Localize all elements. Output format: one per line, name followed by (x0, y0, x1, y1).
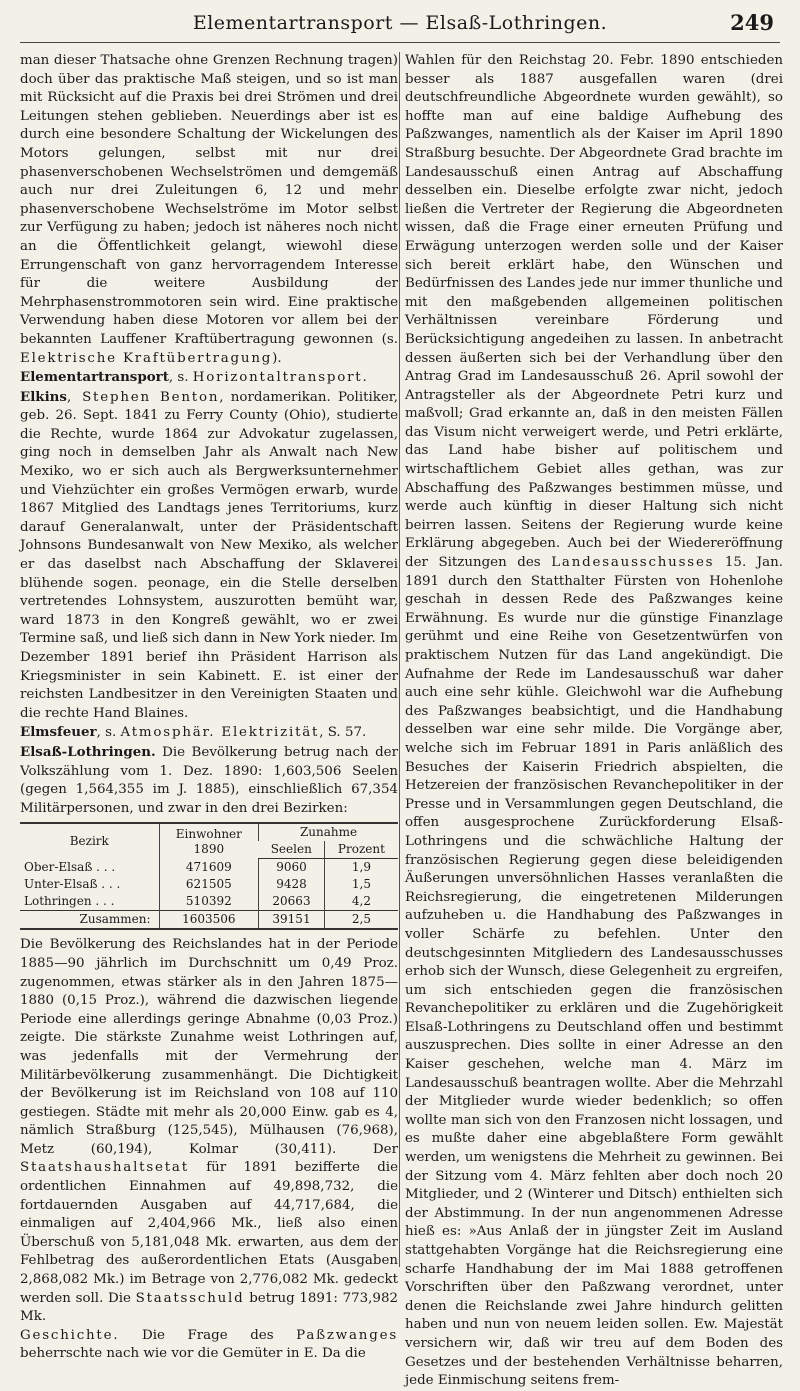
section-term: Landesausschusses (551, 555, 715, 571)
running-title: Elementartransport — Elsaß-Lothringen. (192, 12, 608, 34)
cross-reference: Horizontaltransport (192, 370, 363, 386)
col-header-bezirk: Bezirk (20, 823, 159, 859)
entry-elementartransport: Elementartransport, s. Horizontaltransport. (20, 369, 367, 386)
cross-reference: Atmosphär. Elektrizität (120, 725, 320, 741)
table-row: Lothringen . . . 510392 20663 4,2 (20, 893, 398, 911)
col-header-einwohner: Einwohner 1890 (159, 823, 259, 859)
col-header-prozent: Prozent (324, 841, 398, 859)
paragraph-motors: man dieser Thatsache ohne Grenzen Rechnung tragen) doch über das praktische Maß steigen, und so ist man mit Rücksicht auf die Praxis bei drei Strömen und drei Leitungen stehen geblieben. Neuerdings aber ist es durch eine besondere Schaltung der Wickelungen des Motors gelungen, selbst mit nur drei phasenverschobenen Wechselströmen und demgemäß auch nur drei Zuleitungen 6, 12 und mehr phasenverschobene Wechselströme im Motor selbst zur Verfügung zu haben; jedoch ist näheres noch nicht an die Öffentlichkeit gelangt, wiewohl diese Errungenschaft von ganz hervorragendem Interesse für die weitere Ausbildung der Mehrphasenstrommotoren sein wird. Eine praktische Verwendung haben diese Motoren vor allem bei der bekannten Lauffener Kraftübertragung gewonnen (s. Elektrische Kraftübertragung). (20, 53, 398, 366)
column-divider (399, 52, 400, 1267)
section-term: Staatsschuld (135, 1290, 245, 1306)
population-table (20, 822, 398, 930)
person-name: , Stephen Benton (66, 389, 220, 405)
entry-elsass-lothringen: Elsaß-Lothringen. Die Bevölkerung betrug nach der Volkszählung vom 1. Dez. 1890: 1,603,506 Seelen (gegen 1,564,355 im J. 1885), einschließlich 67,354 Militärpersonen, und zwar in den drei Bezirken: (20, 743, 398, 816)
right-column (405, 52, 784, 1389)
headword: Elsaß-Lothringen. (20, 743, 156, 760)
page-number: 249 (730, 10, 774, 35)
paragraph-geschichte-continued: Wahlen für den Reichstag 20. Febr. 1890 entschieden besser als 1887 ausgefallen waren (drei deutschfreundliche Abgeordnete wurden gewählt), so hoffte man auf eine baldige Aufhebung des Paßzwanges, namentlich als der Kaiser im April 1890 Straßburg besuchte. Der Abgeordnete Grad brachte im Landesausschuß einen Antrag auf Abschaffung desselben ein. Dieselbe erfolgte zwar nicht, jedoch ließen die Vertreter der Regierung die Abgeordneten wissen, daß die Frage einer erneuten Prüfung und Erwägung unterzogen werden solle und der Kaiser sich bereit erklärt habe, den Wünschen und Bedürfnissen des Landes jede nur immer thunliche und mit den maßgebenden allgemeinen politischen Verhältnissen vereinbare Förderung und Berücksichtigung angedeihen zu lassen. In anbetracht dessen äußerten sich bei der Verhandlung über den Antrag Grad im Landesausschuß 26. April sowohl der Antragsteller als der Abgeordnete Petri kurz und maßvoll; Grad erkannte an, daß in den meisten Fällen das Visum nicht verweigert werde, und Petri erklärte, das Land habe bisher auf politischem und wirtschaftlichem Gebiet alles gethan, was zur Abschaffung des Paßzwanges bestimmen müsse, und werde auch künftig in dieser Haltung sich nicht beirren lassen. Seitens der Regierung wurde keine Erklärung abgegeben. Auch bei der Wiedereröffnung der Sitzungen des Landesausschusses 15. Jan. 1891 durch den Statthalter Fürsten von Hohenlohe geschah in dessen Rede des Paßzwanges keine Erwähnung. Es wurde nur die günstige Finanzlage gerühmt und eine Reihe von Gesetzentwürfen von praktischem Nutzen für das Land angekündigt. Die Aufnahme der Rede im Landesausschuß war daher auch eine sehr kühle. Gleichwohl war die Aufhebung des Paßzwanges beabsichtigt, und die Handhabung desselben war eine sehr milde. Die Vorgänge aber, welche sich im Februar 1891 in Paris anläßlich des Besuches der Kaiserin Friedrich abspielten, die Hetzereien der französischen Revanchepolitiker in der Presse und in Versammlungen gegen Deutschland, die offen ausgesprochene Zurückforderung Elsaß-Lothringens und die schwächliche Haltung der französischen Regierung gegen diese beleidigenden Äußerungen unversöhnlichen Hasses veranlaßten die Reichsregierung, die eingetretenen Milderungen aufzuheben u. die Handhabung des Paßzwanges in voller Schärfe zu befehlen. Unter den deutschgesinnten Mitgliedern des Landesausschusses erhob sich der Wunsch, diese Gelegenheit zu ergreifen, um sich entschieden gegen die französischen Revanchepolitiker zu erklären und die Zugehörigkeit Elsaß-Lothringens zu Deutschland offen und bestimmt auszusprechen. Dies sollte in einer Adresse an den Kaiser geschehen, welche man 4. März im Landesausschuß beantragen wollte. Aber die Mehrzahl der Mitglieder wurde wieder bedenklich; so offen wollte man sich von den Franzosen nicht lossagen, und es mußte daher eine abgeblaßtere Form gewählt werden, um wenigstens die Mehrheit zu gewinnen. Bei der Sitzung vom 4. März fehlten aber doch noch 20 Mitglieder, und 2 (Winterer und Ditsch) enthielten sich der Abstimmung. In der nun angenommenen Adresse hieß es: »Aus Anlaß der in jüngster Zeit im Ausland stattgehabten Vorgänge hat die Reichsregierung eine scharfe Handhabung der im Mai 1888 getroffenen Vorschriften über den Paßzwang verordnet, unter denen die Reichslande zwei Jahre hindurch gelitten haben und nun von neuem leiden sollen. Ew. Majestät versichern wir, daß wir treu auf dem Boden des Gesetzes und der bestehenden Verhältnisse beharren, jede Einmischung seitens frem- (405, 53, 784, 1389)
headword: Elementartransport (20, 369, 169, 386)
headword: Elmsfeuer (20, 724, 97, 741)
paragraph-geschichte: Geschichte. Die Frage des Paßzwanges beherrschte nach wie vor die Gemüter in E. Da die (20, 1327, 398, 1362)
section-term: Staatshaushaltsetat (20, 1160, 189, 1176)
paragraph-bevoelkerung: Die Bevölkerung des Reichslandes hat in der Periode 1885—90 jährlich im Durchschnitt um 0,49 Proz. zugenommen, etwas stärker als in den Jahren 1875—1880 (0,15 Proz.), während die dazwischen liegende Periode eine allerdings geringe Abnahme (0,03 Proz.) zeigte. Die stärkste Zunahme weist Lothringen auf, was jedenfalls mit der Vermehrung der Militärbevölkerung zusammenhängt. Die Dichtigkeit der Bevölkerung ist im Reichsland von 108 auf 110 gestiegen. Städte mit mehr als 20,000 Einw. gab es 4, nämlich Straßburg (125,545), Mülhausen (76,968), Metz (60,194), Kolmar (30,411). Der Staatshaushaltsetat für 1891 bezifferte die ordentlichen Einnahmen auf 49,898,732, die fortdauernden Ausgaben auf 44,717,684, die einmaligen auf 2,404,966 Mk., ließ also einen Überschuß von 5,181,048 Mk. erwarten, aus dem der Fehlbetrag des außerordentlichen Etats (Ausgaben 2,868,082 Mk.) im Betrage von 2,776,082 Mk. gedeckt werden soll. Die Staatsschuld betrug 1891: 773,982 Mk. (20, 937, 398, 1325)
section-term: Paßzwanges (296, 1327, 398, 1343)
entry-elmsfeuer: Elmsfeuer, s. Atmosphär. Elektrizität, S. 57. (20, 724, 367, 741)
cross-reference: Elektrische Kraftübertragung (20, 350, 273, 366)
headword: Elkins (20, 388, 67, 405)
left-column (20, 52, 398, 1362)
col-header-zunahme: Zunahme (259, 823, 398, 841)
entry-elkins: Elkins, Stephen Benton, nordamerikan. Politiker, geb. 26. Sept. 1841 zu Ferry County (Ohio), studierte die Rechte, wurde 1864 zur Advokatur zugelassen, ging noch in demselben Jahr als Anwalt nach New Mexiko, wo er sich auch als Bergwerksunternehmer und Viehzüchter ein großes Vermögen erwarb, wurde 1867 Mitglied des Landtags jenes Territoriums, kurz darauf Generalanwalt, unter der Präsidentschaft Johnsons Bundesanwalt von New Mexiko, als welcher er das daselbst nach Abschaffung der Sklaverei blühende sogen. peonage, ein die Stelle derselben vertretendes Lohnsystem, auszurotten bemüht war, ward 1873 in den Kongreß gewählt, wo er zwei Termine saß, und ließ sich dann in New York nieder. Im Dezember 1891 berief ihn Präsident Harrison als Kriegsminister in sein Kabinett. E. ist einer der reichsten Landbesitzer in den Vereinigten Staaten und die rechte Hand Blaines. (20, 388, 398, 721)
table-total-row: Zusammen: 1603506 39151 2,5 (20, 911, 398, 930)
section-heading: Geschichte. (20, 1327, 120, 1343)
table-row: Unter-Elsaß . . . 621505 9428 1,5 (20, 876, 398, 893)
running-header (20, 8, 780, 43)
col-header-seelen: Seelen (259, 841, 325, 859)
table-row: Ober-Elsaß . . . 471609 9060 1,9 (20, 859, 398, 877)
